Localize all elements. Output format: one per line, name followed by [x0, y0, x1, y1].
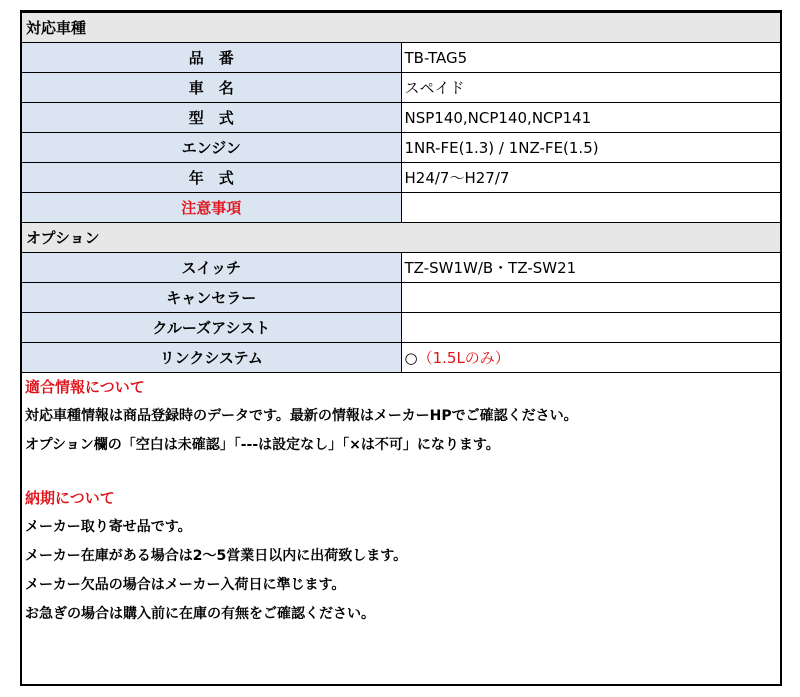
row-label-notes: 注意事項 [22, 193, 401, 223]
row-value-notes [401, 193, 780, 223]
table-row [22, 313, 780, 343]
delivery-line: メーカー取り寄せ品です。 [25, 519, 192, 535]
row-value-model-code: NSP140,NCP140,NCP141 [401, 103, 780, 133]
row-value-switch: TZ-SW1W/B・TZ-SW21 [401, 253, 780, 283]
row-value-engine: 1NR-FE(1.3) / 1NZ-FE(1.5) [401, 133, 780, 163]
delivery-line: お急ぎの場合は購入前に在庫の有無をご確認ください。 [25, 606, 375, 622]
row-label-model-code: 型 式 [22, 103, 401, 133]
section-title-vehicle: 対応車種 [22, 13, 780, 43]
delivery-line: メーカー欠品の場合はメーカー入荷日に準じます。 [25, 577, 346, 593]
row-label-switch: スイッチ [22, 253, 401, 283]
row-label-engine: エンジン [22, 133, 401, 163]
table-row [22, 193, 780, 223]
table-row [22, 73, 780, 103]
fit-info-line: オプション欄の「空白は未確認」「---は設定なし」「×は不可」になります。 [25, 437, 500, 453]
fit-info-line: 対応車種情報は商品登録時のデータです。最新の情報はメーカーHPでご確認ください。 [25, 408, 578, 424]
notes-section [22, 373, 780, 629]
row-value-model-year: H24/7〜H27/7 [401, 163, 780, 193]
section-title-option: オプション [22, 223, 780, 253]
table-row [22, 163, 780, 193]
row-value-part-number: TB-TAG5 [401, 43, 780, 73]
link-system-note: （1.5Lのみ） [417, 349, 510, 367]
row-label-canceller: キャンセラー [22, 283, 401, 313]
spacer [25, 460, 780, 484]
row-label-link-system: リンクシステム [22, 343, 401, 373]
table-row [22, 343, 780, 373]
row-label-car-name: 車 名 [22, 73, 401, 103]
fit-info-heading: 適合情報について [25, 378, 145, 396]
table-row [22, 103, 780, 133]
row-value-canceller [401, 283, 780, 313]
fitment-info-panel [20, 10, 782, 686]
row-value-cruise-assist [401, 313, 780, 343]
table-row [22, 43, 780, 73]
table-row [22, 283, 780, 313]
row-label-part-number: 品 番 [22, 43, 401, 73]
row-value-car-name: スペイド [401, 73, 780, 103]
table-row [22, 253, 780, 283]
compatible-mark: ○ [404, 349, 418, 367]
delivery-line: メーカー在庫がある場合は2〜5営業日以内に出荷致します。 [25, 548, 408, 564]
table-row [22, 133, 780, 163]
section-row-option [22, 223, 780, 253]
section-row-vehicle [22, 13, 780, 43]
fitment-table [22, 12, 780, 373]
delivery-heading: 納期について [25, 489, 115, 507]
row-value-link-system [401, 343, 780, 373]
row-label-cruise-assist: クルーズアシスト [22, 313, 401, 343]
row-label-model-year: 年 式 [22, 163, 401, 193]
